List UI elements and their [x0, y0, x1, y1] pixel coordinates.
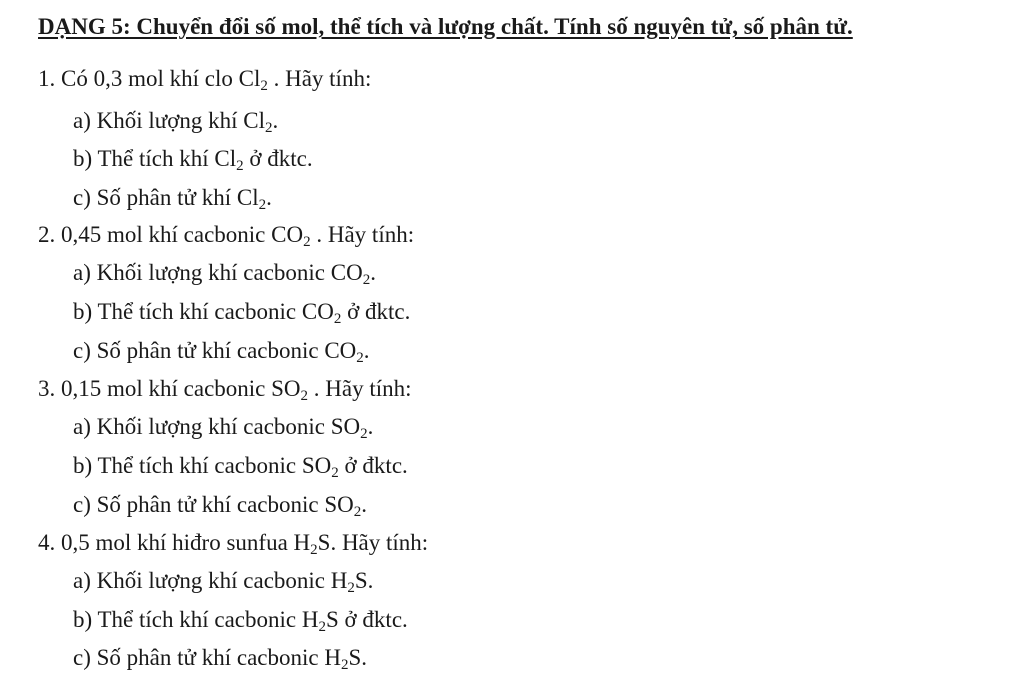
question-1-part-c: [73, 185, 272, 211]
part-suffix: S.: [348, 645, 367, 670]
part-suffix: S ở đktc.: [325, 607, 408, 632]
question-4-suffix: S. Hãy tính:: [317, 530, 429, 555]
question-3-part-a: [73, 414, 373, 440]
part-subscript: 2: [356, 350, 364, 366]
question-2-subscript: 2: [303, 234, 311, 250]
part-subscript: 2: [340, 657, 349, 673]
question-1-part-b: [73, 146, 313, 172]
question-4-text: 4. 0,5 mol khí hiđro sunfua H: [38, 530, 311, 555]
question-4-part-b: [73, 607, 408, 633]
question-2-part-b: [73, 299, 410, 325]
question-1-part-a: [73, 108, 278, 134]
question-3-part-c: [73, 492, 367, 518]
part-text: c) Số phân tử khí cacbonic SO: [73, 492, 354, 517]
question-2-part-c: [73, 338, 370, 364]
part-suffix: .: [272, 108, 279, 133]
part-subscript: 2: [333, 311, 342, 327]
part-text: a) Khối lượng khí cacbonic H: [73, 568, 348, 593]
part-text: c) Số phân tử khí cacbonic H: [73, 645, 341, 670]
question-1-text: 1. Có 0,3 mol khí clo Cl: [38, 66, 261, 91]
part-suffix: .: [370, 260, 376, 285]
part-text: c) Số phân tử khí Cl: [73, 185, 259, 210]
part-subscript: 2: [258, 197, 267, 213]
part-text: a) Khối lượng khí Cl: [73, 108, 266, 133]
part-text: a) Khối lượng khí cacbonic CO: [73, 260, 363, 285]
question-4-subscript: 2: [310, 542, 318, 558]
part-text: b) Thể tích khí Cl: [73, 146, 237, 171]
part-text: a) Khối lượng khí cacbonic SO: [73, 414, 361, 439]
question-4-part-a: [73, 568, 373, 594]
part-text: b) Thể tích khí cacbonic CO: [73, 299, 334, 324]
question-4-part-c: [73, 645, 367, 671]
question-2-suffix: . Hãy tính:: [310, 222, 415, 247]
part-suffix: .: [367, 414, 374, 439]
question-3-suffix: . Hãy tính:: [308, 376, 412, 401]
part-suffix: ở đktc.: [341, 299, 411, 324]
part-suffix: .: [266, 185, 272, 210]
part-subscript: 2: [347, 580, 355, 596]
part-subscript: 2: [360, 426, 368, 442]
question-3-subscript: 2: [300, 388, 309, 404]
part-text: b) Thể tích khí cacbonic SO: [73, 453, 332, 478]
question-1: [38, 66, 371, 92]
question-1-suffix: . Hãy tính:: [267, 66, 372, 91]
part-suffix: ở đktc.: [243, 146, 313, 171]
part-subscript: 2: [318, 619, 326, 635]
part-suffix: .: [361, 492, 367, 517]
part-text: b) Thể tích khí cacbonic H: [73, 607, 319, 632]
question-1-subscript: 2: [260, 78, 268, 94]
part-subscript: 2: [236, 158, 244, 174]
section-heading: DẠNG 5: Chuyển đổi số mol, thể tích và lượng chất. Tính số nguyên tử, số phân tử.: [38, 14, 853, 39]
part-subscript: 2: [265, 120, 273, 136]
part-suffix: ở đktc.: [338, 453, 408, 478]
part-subscript: 2: [331, 465, 339, 481]
part-text: c) Số phân tử khí cacbonic CO: [73, 338, 357, 363]
question-3-text: 3. 0,15 mol khí cacbonic SO: [38, 376, 301, 401]
question-2-text: 2. 0,45 mol khí cacbonic CO: [38, 222, 304, 247]
question-3-part-b: [73, 453, 408, 479]
question-2: [38, 222, 414, 248]
part-suffix: .: [363, 338, 370, 363]
part-suffix: S.: [354, 568, 374, 593]
question-2-part-a: [73, 260, 376, 286]
part-subscript: 2: [362, 272, 371, 288]
question-3: [38, 376, 412, 402]
part-subscript: 2: [353, 504, 362, 520]
question-4: [38, 530, 428, 556]
